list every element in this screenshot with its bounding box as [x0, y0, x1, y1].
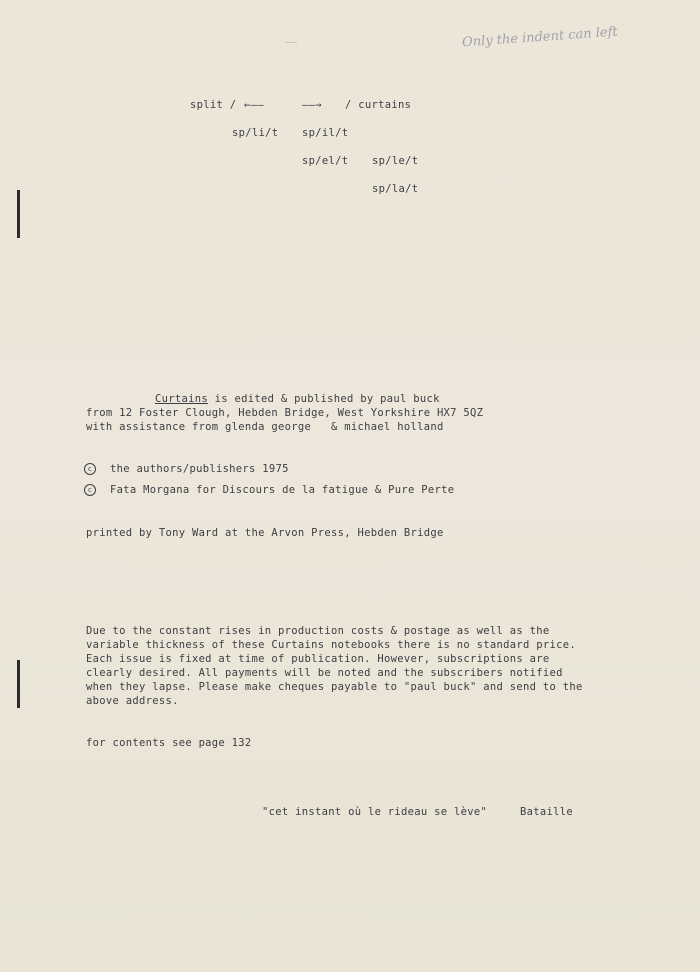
printed-by: printed by Tony Ward at the Arvon Press, Hebden Bridge — [86, 527, 444, 539]
notice-line: Each issue is fixed at time of publication. However, subscriptions are — [86, 653, 550, 665]
binder-mark-bottom — [17, 660, 20, 708]
handwritten-note: Only the indent can left — [461, 24, 619, 51]
diagram-left-arrow: ←—— — [244, 99, 264, 111]
credits-line-2: from 12 Foster Clough, Hebden Bridge, West Yorkshire HX7 5QZ — [86, 407, 484, 419]
copyright-line-1 — [84, 462, 289, 476]
diagram-row1-right: sp/il/t — [302, 127, 349, 139]
diagram-row1-left: sp/li/t — [232, 127, 279, 139]
pencil-mark — [285, 42, 297, 43]
contents-note: for contents see page 132 — [86, 737, 252, 749]
copyright-icon: c — [84, 484, 96, 496]
diagram-row3: sp/la/t — [372, 183, 419, 195]
notice-line: above address. — [86, 695, 179, 707]
copyright-line-2 — [84, 483, 454, 497]
notice-line: clearly desired. All payments will be noted and the subscribers notified — [86, 667, 563, 679]
credits-line-1-rest: is edited & published by paul buck — [207, 393, 440, 405]
epigraph-quote: "cet instant où le rideau se lève" — [262, 806, 488, 818]
copyright-icon: c — [84, 463, 96, 475]
copyright-line-2-text: Fata Morgana for Discours de la fatigue & Pure Perte — [110, 484, 455, 496]
epigraph-author: Bataille — [520, 806, 573, 818]
publication-title: Curtains — [155, 393, 208, 405]
notice-line: variable thickness of these Curtains notebooks there is no standard price. — [86, 639, 576, 651]
binder-mark-top — [17, 190, 20, 238]
diagram-left-label: split / — [190, 99, 237, 111]
copyright-line-1-text: the authors/publishers 1975 — [110, 463, 289, 475]
diagram-row2-right: sp/le/t — [372, 155, 419, 167]
diagram-right-label: / curtains — [345, 99, 412, 111]
credits-line-1 — [155, 392, 440, 406]
credits-line-3: with assistance from glenda george & michael holland — [86, 421, 444, 433]
notice-line: when they lapse. Please make cheques payable to "paul buck" and send to the — [86, 681, 583, 693]
diagram-row2-left: sp/el/t — [302, 155, 349, 167]
notice-line: Due to the constant rises in production costs & postage as well as the — [86, 625, 550, 637]
diagram-right-arrow: ——→ — [302, 99, 322, 111]
